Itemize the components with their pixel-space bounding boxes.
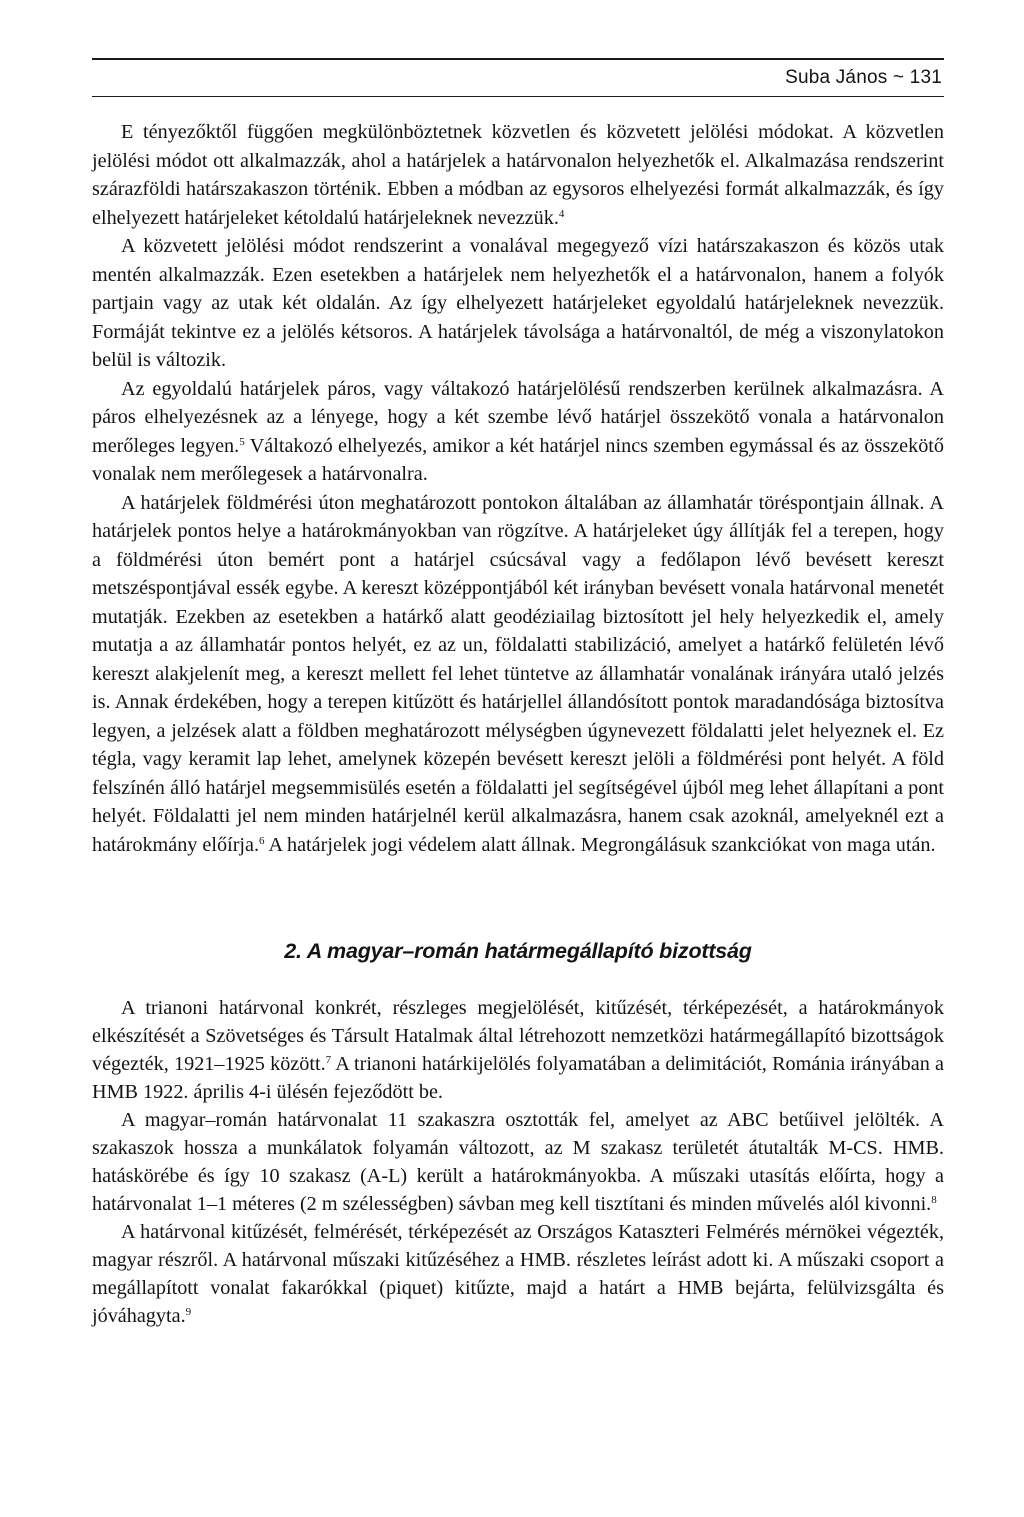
- paragraph-4: [92, 489, 944, 860]
- paragraph-5-text-a: A trianoni határvonal konkrét, részleges megjelölését, kitűzését, térképezését, a határokmányok elkészítését a Szövetséges és Társult Hatalmak által létrehozott nemzetközi határmegállapító bizottságok végezték, 1921–1925 között.: [92, 997, 944, 1075]
- paragraph-7-text-a: A határvonal kitűzését, felmérését, térképezését az Országos Kataszteri Felmérés mérnökei végezték, magyar részről. A határvonal műszaki kitűzéséhez a HMB. részletes leírást adott ki. A műszaki csoport a megállapított vonalat fakarókkal (piquet) kitűzte, majd a határt a HMB bejárta, felülvizsgálta és jóváhagyta.: [92, 1221, 944, 1327]
- footnote-ref-5: 5: [239, 435, 245, 448]
- paragraph-1-text: E tényezőktől függően megkülönböztetnek közvetlen és közvetett jelölési módokat. A közvetlen jelölési módot ott alkalmazzák, ahol a határjelek a határvonalon helyezhetők el. Alkalmazása rendszerint szárazföldi határszakaszon történik. Ebben a módban az egysoros elhelyezési formát alkalmazzák, és így elhelyezett határjeleket kétoldalú határjeleknek nevezzük.: [92, 121, 944, 229]
- paragraph-7: [92, 1218, 944, 1330]
- section-heading: 2. A magyar–román határmegállapító bizottság: [284, 939, 752, 963]
- running-head: Suba János ~ 131: [785, 67, 942, 88]
- paragraph-6: [92, 1106, 944, 1218]
- section-1-body: [92, 118, 944, 859]
- paragraph-5: [92, 994, 944, 1106]
- paragraph-3-text-a: Az egyoldalú határjelek páros, vagy váltakozó határjelölésű rendszerben kerülnek alkalmazásra. A páros elhelyezésnek az a lényege, hogy a két szembe lévő határjel összekötő vonala a határvonalon merőleges legyen.: [92, 377, 944, 457]
- paragraph-1: [92, 118, 944, 232]
- paragraph-5-text-b: A trianoni határkijelölés folyamatában a delimitációt, Románia irányában a HMB 1922. április 4-i ülésén fejeződött be.: [92, 1053, 944, 1103]
- paragraph-3-text-b: Váltakozó elhelyezés, amikor a két határjel nincs szemben egymással és az összekötő vonalak nem merőlegesek a határvonalra.: [92, 434, 944, 485]
- footnote-ref-4: 4: [558, 207, 565, 220]
- paragraph-4-text-b: A határjelek jogi védelem alatt állnak. Megrongálásuk szankciókat von maga után.: [264, 833, 936, 856]
- header-bottom-rule: [92, 96, 944, 97]
- paragraph-2: [92, 232, 944, 375]
- footnote-ref-7: 7: [325, 1054, 332, 1066]
- section-2-body: [92, 994, 944, 1330]
- footnote-ref-6: 6: [259, 834, 265, 847]
- footnote-ref-9: 9: [185, 1306, 192, 1318]
- paragraph-4-text-a: A határjelek földmérési úton meghatározott pontokon általában az államhatár töréspontjain állnak. A határjelek pontos helye a határokmányokban van rögzítve. A határjeleket úgy állítják fel a terepen, hogy a földmérési úton bemért pont a határjel csúcsával vagy a fedőlapon lévő bevésett kereszt metszéspontjával essék egybe. A kereszt középpontjából két irányban bevésett vonala határvonal menetét mutatják. Ezekben az esetekben a határkő alatt geodéziailag biztosított jel hely helyezkedik el, amely mutatja a az államhatár pontos helyét, ez az un, földalatti stabilizáció, amelyet a határkő felületén lévő kereszt alakjelenít meg, a kereszt mellett fel lehet tüntetve az államhatár vonalának irányára utaló jelzés is. Annak érdekében, hogy a terepen kitűzött és határjellel állandósított pontok maradandósága biztosítva legyen, a jelzések alatt a földben meghatározott mélységben úgynevezett földalatti jelet helyeznek el. Ez tégla, vagy keramit lap lehet, amelynek közepén bevésett kereszt jelöli a földmérési pont helyét. A föld felszínén álló határjel megsemmisülés esetén a földalatti jel segítségével újból meg lehet állapítani a pont helyét. Földalatti jel nem minden határjelnél kerül alkalmazásra, hanem csak azoknál, amelyeknél ezt a határokmány előírja.: [92, 491, 944, 856]
- footnote-ref-8: 8: [931, 1194, 937, 1206]
- paragraph-6-text-a: A magyar–román határvonalat 11 szakaszra osztották fel, amelyet az ABC betűivel jelölték. A szakaszok hossza a munkálatok folyamán változott, az M szakasz területét átutalták M-CS. HMB. hatáskörébe és így 10 szakasz (A-L) került a határokmányokba. A műszaki utasítás előírta, hogy a határvonalat 1–1 méteres (2 m szélességben) sávban meg kell tisztítani és minden művelés alól kivonni.: [92, 1109, 944, 1215]
- header-top-rule: [92, 58, 944, 60]
- paragraph-3: [92, 375, 944, 489]
- paragraph-2-text: A közvetett jelölési módot rendszerint a vonalával megegyező vízi határszakaszon és közös utak mentén alkalmazzák. Ezen esetekben a határjelek nem helyezhetők el a határvonalon, hanem a folyók partjain vagy az utak két oldalán. Az így elhelyezett határjeleket egyoldalú határjeleknek nevezzük. Formáját tekintve ez a jelölés kétsoros. A határjelek távolsága a határvonaltól, de még a viszonylatokon belül is változik.: [92, 235, 944, 371]
